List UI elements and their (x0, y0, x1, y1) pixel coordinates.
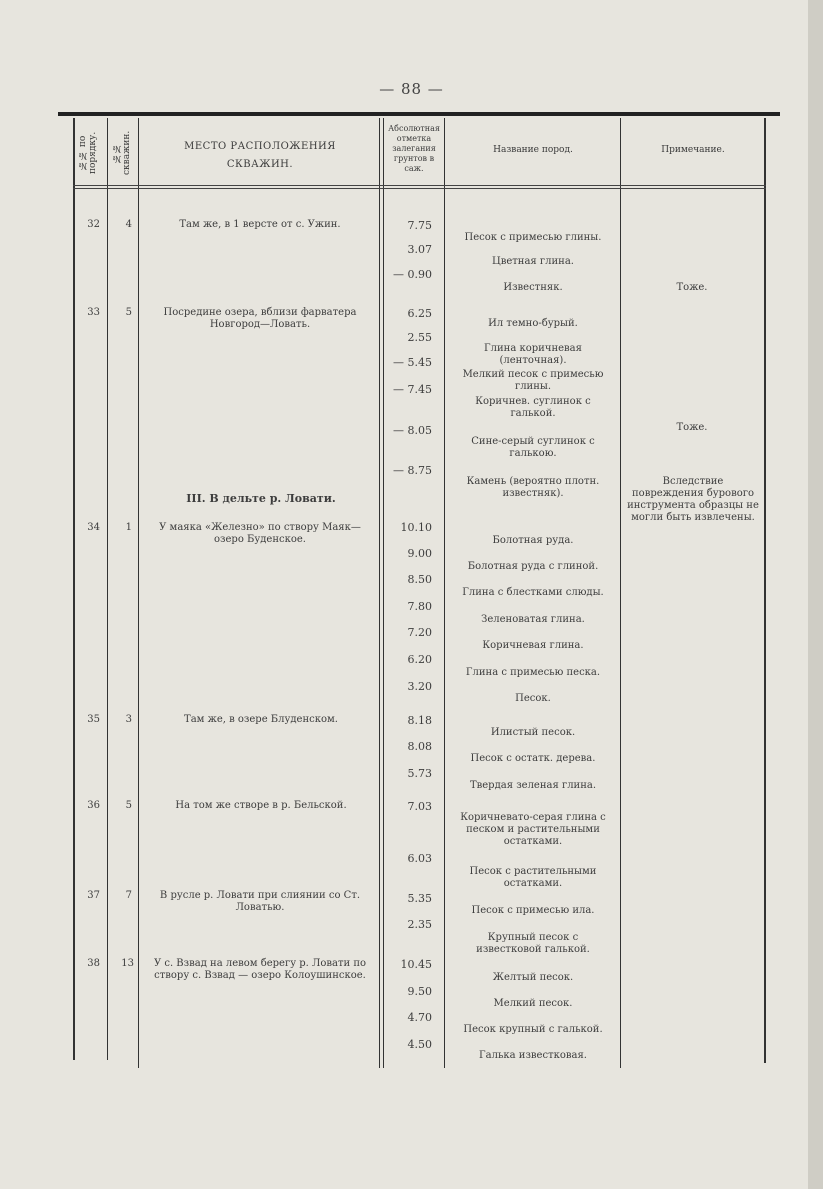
elevation-value: 10.10 (400, 521, 432, 534)
rock-name: Глина с примесью песка. (465, 667, 601, 678)
rock-name: Болотная руда. (492, 535, 574, 546)
column-divider (379, 118, 380, 1068)
header-no-order: №№ по порядку. (78, 131, 98, 175)
row-well: 1 (125, 522, 132, 533)
row-well: 5 (125, 307, 132, 318)
row-location: У с. Взвад на левом берегу р. Ловати по створу с. Взвад — озеро Колоушинское. (153, 958, 367, 981)
elevation-value: 3.07 (407, 243, 432, 256)
elevation-value: — 5.45 (393, 356, 432, 369)
elevation-value: 5.73 (407, 767, 432, 780)
elevation-value: 6.03 (407, 852, 432, 865)
rock-name: Песок с растительными остатками. (469, 866, 597, 889)
rock-name: Желтый песок. (492, 972, 574, 983)
elevation-value: 7.75 (407, 219, 432, 232)
elevation-value: 4.50 (407, 1038, 432, 1051)
header-location: МЕСТО РАСПОЛОЖЕНИЯ СКВАЖИН. (184, 141, 336, 170)
elevation-value: 2.55 (407, 331, 432, 344)
table-border-right (764, 118, 766, 1063)
rock-name: Песок с примесью ила. (471, 905, 595, 916)
row-no: 38 (87, 958, 100, 969)
rock-name: Мелкий песок с примесью глины. (462, 369, 604, 392)
rock-name: Известняк. (503, 282, 563, 293)
row-no: 35 (87, 714, 100, 725)
elevation-value: — 7.45 (393, 383, 432, 396)
rock-name: Мелкий песок. (493, 998, 573, 1009)
column-divider (383, 118, 384, 1068)
page-edge (808, 0, 823, 1189)
rock-name: Коричневая глина. (482, 640, 584, 651)
column-divider (620, 118, 621, 1068)
header-rule (73, 185, 766, 186)
rock-name: Сине-серый суглинок с галькою. (471, 436, 595, 459)
row-no: 36 (87, 800, 100, 811)
elevation-value: 5.35 (407, 892, 432, 905)
rock-name: Глина с блестками слюды. (462, 587, 604, 598)
header-no-well: №№ скважин. (112, 130, 132, 176)
elevation-value: 7.80 (407, 600, 432, 613)
note-text: Тоже. (676, 282, 708, 293)
elevation-value: 8.18 (407, 714, 432, 727)
rock-name: Галька известковая. (479, 1050, 587, 1061)
elevation-value: 9.00 (407, 547, 432, 560)
column-divider (444, 118, 445, 1068)
header-elevation: Абсолютная отметка залегания грунтов в саж. (388, 124, 440, 173)
rock-name: Крупный песок с известковой галькой. (476, 932, 590, 955)
column-divider (138, 118, 139, 1068)
rock-name: Цветная глина. (492, 256, 574, 267)
row-location: Там же, в 1 версте от с. Ужин. (179, 219, 341, 230)
elevation-value: 8.50 (407, 573, 432, 586)
row-no: 34 (87, 522, 100, 533)
row-well: 13 (121, 958, 134, 969)
row-well: 3 (125, 714, 132, 725)
elevation-value: 10.45 (400, 958, 432, 971)
top-rule (58, 112, 780, 116)
row-location: Посредине озера, вблизи фарватера Новгород—Ловать. (163, 307, 357, 330)
header-rule (73, 188, 766, 189)
elevation-value: 3.20 (407, 680, 432, 693)
rock-name: Ил темно-бурый. (488, 318, 578, 329)
row-well: 5 (125, 800, 132, 811)
rock-name: Коричнев. суглинок с галькой. (475, 396, 591, 419)
rock-name: Глина коричневая (ленточная). (484, 343, 582, 366)
table-border-left (73, 118, 75, 1060)
rock-name: Песок с остатк. дерева. (470, 753, 596, 764)
row-well: 7 (125, 890, 132, 901)
header-rock: Название пород. (493, 145, 573, 155)
rock-name: Коричневато-серая глина с песком и растительными остатками. (460, 812, 606, 847)
rock-name: Песок с примесью глины. (464, 232, 602, 243)
row-no: 33 (87, 307, 100, 318)
rock-name: Илистый песок. (490, 727, 576, 738)
elevation-value: 4.70 (407, 1011, 432, 1024)
elevation-value: 7.03 (407, 800, 432, 813)
elevation-value: — 0.90 (393, 268, 432, 281)
rock-name: Твердая зеленая глина. (469, 780, 597, 791)
rock-name: Болотная руда с глиной. (467, 561, 599, 572)
elevation-value: — 8.75 (393, 464, 432, 477)
elevation-value: 9.50 (407, 985, 432, 998)
rock-name: Камень (вероятно плотн. известняк). (466, 476, 600, 499)
rock-name: Зеленоватая глина. (481, 614, 585, 625)
row-location: У маяка «Железно» по створу Маяк—озеро Буденское. (159, 522, 361, 545)
row-location: В русле р. Ловати при слиянии со Ст. Ловатью. (159, 890, 361, 913)
row-no: 37 (87, 890, 100, 901)
elevation-value: 2.35 (407, 918, 432, 931)
page-number: — 88 — (379, 80, 444, 98)
elevation-value: 6.20 (407, 653, 432, 666)
row-no: 32 (87, 219, 100, 230)
column-divider (107, 118, 108, 1060)
row-well: 4 (125, 219, 132, 230)
row-location: Там же, в озере Блуденском. (184, 714, 338, 725)
elevation-value: 8.08 (407, 740, 432, 753)
elevation-value: — 8.05 (393, 424, 432, 437)
section-title: III. В дельте р. Ловати. (186, 492, 336, 505)
row-location: На том же створе в р. Бельской. (175, 800, 347, 811)
elevation-value: 6.25 (407, 307, 432, 320)
rock-name: Песок. (515, 693, 551, 704)
elevation-value: 7.20 (407, 626, 432, 639)
note-text: Вследствие повреждения бурового инструмента образцы не могли быть извлечены. (627, 476, 759, 523)
rock-name: Песок крупный с галькой. (463, 1024, 603, 1035)
header-note: Примечание. (661, 145, 725, 155)
note-text: Тоже. (676, 422, 708, 433)
